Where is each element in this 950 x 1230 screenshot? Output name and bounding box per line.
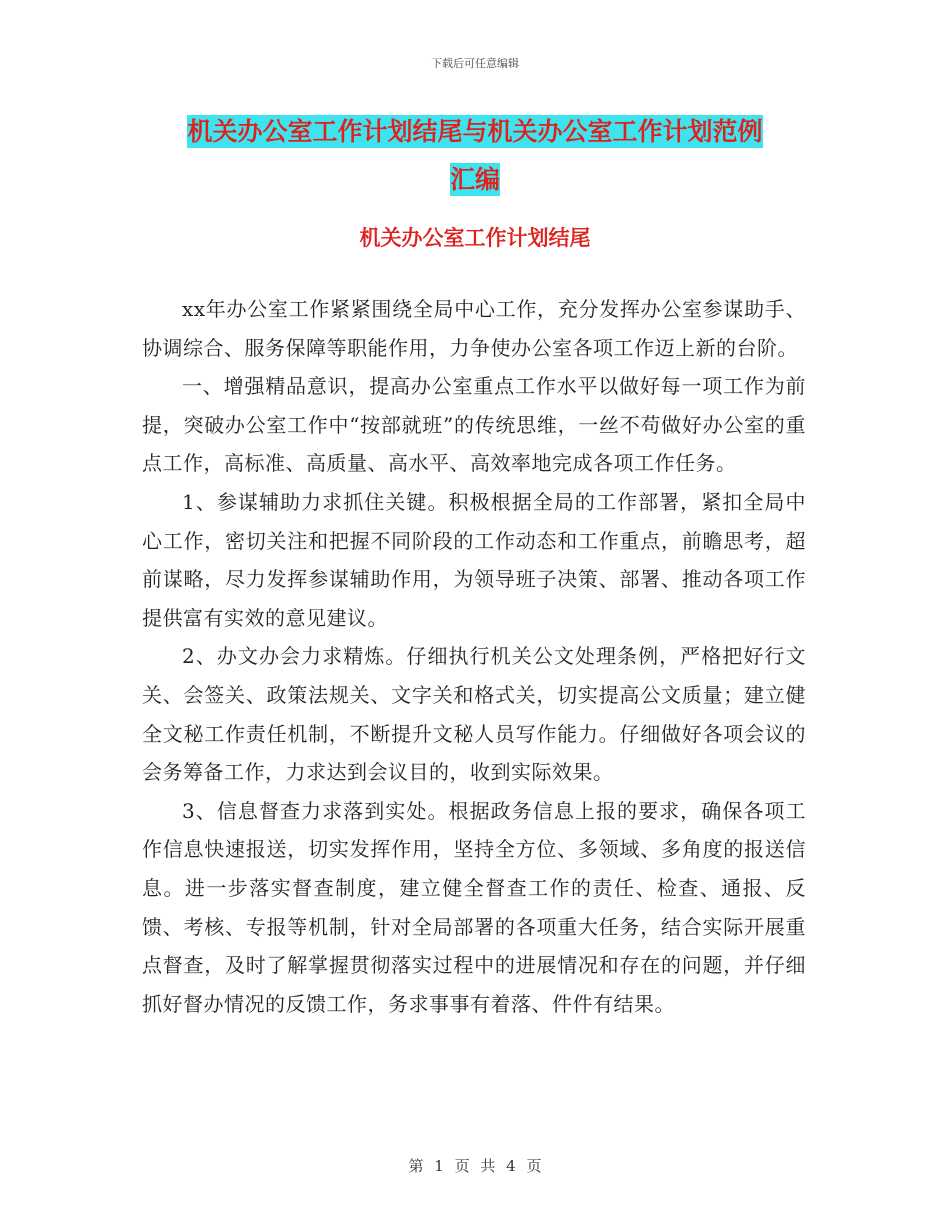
paragraph-item-1: 一、增强精品意识，提高办公室重点工作水平以做好每一项工作为前提，突破办公室工作中“按部就班”的传统思维，一丝不苟做好办公室的重点工作，高标准、高质量、高水平、高效率地完成各项工作任务。	[142, 374, 806, 476]
paragraph-intro: xx年办公室工作紧紧围绕全局中心工作，充分发挥办公室参谋助手、协调综合、服务保障等职能作用，力争使办公室各项工作迈上新的台阶。	[142, 297, 806, 360]
document-title-line1: 机关办公室工作计划结尾与机关办公室工作计划范例	[187, 117, 763, 146]
document-title	[140, 108, 810, 204]
header-note: 下载后可任意编辑	[431, 57, 519, 70]
document-title-line2: 汇编	[449, 165, 500, 194]
section-title: 机关办公室工作计划结尾	[359, 226, 591, 250]
paragraph-item-2: 1、参谋辅助力求抓住关键。积极根据全局的工作部署，紧扣全局中心工作，密切关注和把握不同阶段的工作动态和工作重点，前瞻思考，超前谋略，尽力发挥参谋辅助作用，为领导班子决策、部署、推动各项工作提供富有实效的意见建议。	[142, 489, 806, 630]
paragraph-item-3: 2、办文办会力求精炼。仔细执行机关公文处理条例，严格把好行文关、会签关、政策法规关、文字关和格式关，切实提高公文质量；建立健全文秘工作责任机制，不断提升文秘人员写作能力。仔细做好各项会议的会务筹备工作，力求达到会议目的，收到实际效果。	[142, 644, 806, 785]
body-text	[142, 290, 806, 1023]
paragraph-item-4: 3、信息督查力求落到实处。根据政务信息上报的要求，确保各项工作信息快速报送，切实发挥作用，坚持全方位、多领域、多角度的报送信息。进一步落实督查制度，建立健全督查工作的责任、检查、通报、反馈、考核、专报等机制，针对全局部署的各项重大任务，结合实际开展重点督查，及时了解掌握贯彻落实过程中的进展情况和存在的问题，并仔细抓好督办情况的反馈工作，务求事事有着落、件件有结果。	[142, 798, 806, 1016]
page-number-footer: 第 1 页 共 4 页	[408, 1157, 542, 1175]
